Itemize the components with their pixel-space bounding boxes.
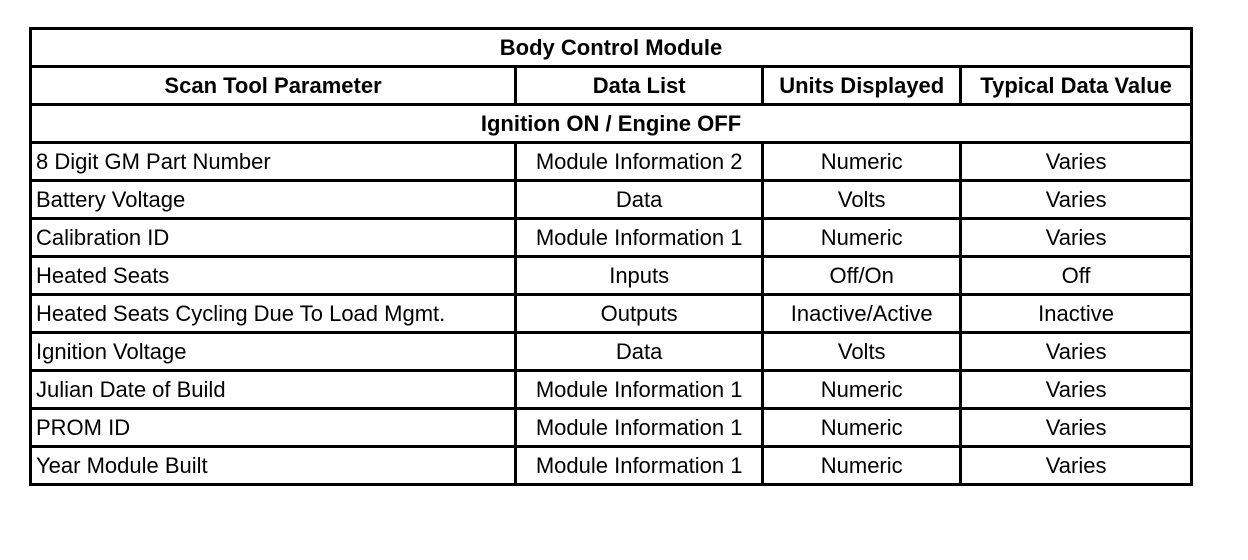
header-units-displayed: Units Displayed xyxy=(763,67,961,105)
cell-scan-tool-parameter: Heated Seats Cycling Due To Load Mgmt. xyxy=(31,295,516,333)
cell-units-displayed: Numeric xyxy=(763,371,961,409)
cell-units-displayed: Volts xyxy=(763,181,961,219)
cell-data-list: Module Information 1 xyxy=(516,447,763,485)
section-title: Ignition ON / Engine OFF xyxy=(31,105,1192,143)
cell-data-list: Module Information 1 xyxy=(516,371,763,409)
cell-scan-tool-parameter: 8 Digit GM Part Number xyxy=(31,143,516,181)
cell-data-list: Module Information 1 xyxy=(516,409,763,447)
cell-typical-data-value: Inactive xyxy=(961,295,1192,333)
cell-scan-tool-parameter: PROM ID xyxy=(31,409,516,447)
cell-typical-data-value: Varies xyxy=(961,409,1192,447)
cell-typical-data-value: Varies xyxy=(961,371,1192,409)
cell-data-list: Inputs xyxy=(516,257,763,295)
header-data-list: Data List xyxy=(516,67,763,105)
cell-scan-tool-parameter: Heated Seats xyxy=(31,257,516,295)
cell-typical-data-value: Varies xyxy=(961,219,1192,257)
cell-scan-tool-parameter: Battery Voltage xyxy=(31,181,516,219)
section-row xyxy=(31,105,1192,143)
cell-typical-data-value: Varies xyxy=(961,333,1192,371)
table-row xyxy=(31,181,1192,219)
cell-typical-data-value: Varies xyxy=(961,181,1192,219)
cell-data-list: Module Information 2 xyxy=(516,143,763,181)
cell-typical-data-value: Varies xyxy=(961,143,1192,181)
cell-typical-data-value: Varies xyxy=(961,447,1192,485)
table-row xyxy=(31,295,1192,333)
table-row xyxy=(31,447,1192,485)
cell-units-displayed: Numeric xyxy=(763,219,961,257)
header-scan-tool-parameter: Scan Tool Parameter xyxy=(31,67,516,105)
cell-units-displayed: Numeric xyxy=(763,447,961,485)
header-row xyxy=(31,67,1192,105)
cell-scan-tool-parameter: Calibration ID xyxy=(31,219,516,257)
table-row xyxy=(31,143,1192,181)
body-control-module-table xyxy=(29,27,1193,486)
cell-units-displayed: Inactive/Active xyxy=(763,295,961,333)
cell-units-displayed: Off/On xyxy=(763,257,961,295)
cell-scan-tool-parameter: Julian Date of Build xyxy=(31,371,516,409)
table-body xyxy=(31,29,1192,485)
title-row xyxy=(31,29,1192,67)
cell-scan-tool-parameter: Year Module Built xyxy=(31,447,516,485)
cell-units-displayed: Volts xyxy=(763,333,961,371)
table-row xyxy=(31,371,1192,409)
table-row xyxy=(31,409,1192,447)
cell-data-list: Outputs xyxy=(516,295,763,333)
cell-data-list: Data xyxy=(516,333,763,371)
table-title: Body Control Module xyxy=(31,29,1192,67)
cell-data-list: Data xyxy=(516,181,763,219)
cell-scan-tool-parameter: Ignition Voltage xyxy=(31,333,516,371)
table-row xyxy=(31,219,1192,257)
cell-typical-data-value: Off xyxy=(961,257,1192,295)
cell-units-displayed: Numeric xyxy=(763,143,961,181)
cell-units-displayed: Numeric xyxy=(763,409,961,447)
cell-data-list: Module Information 1 xyxy=(516,219,763,257)
table-row xyxy=(31,333,1192,371)
header-typical-data-value: Typical Data Value xyxy=(961,67,1192,105)
table-row xyxy=(31,257,1192,295)
